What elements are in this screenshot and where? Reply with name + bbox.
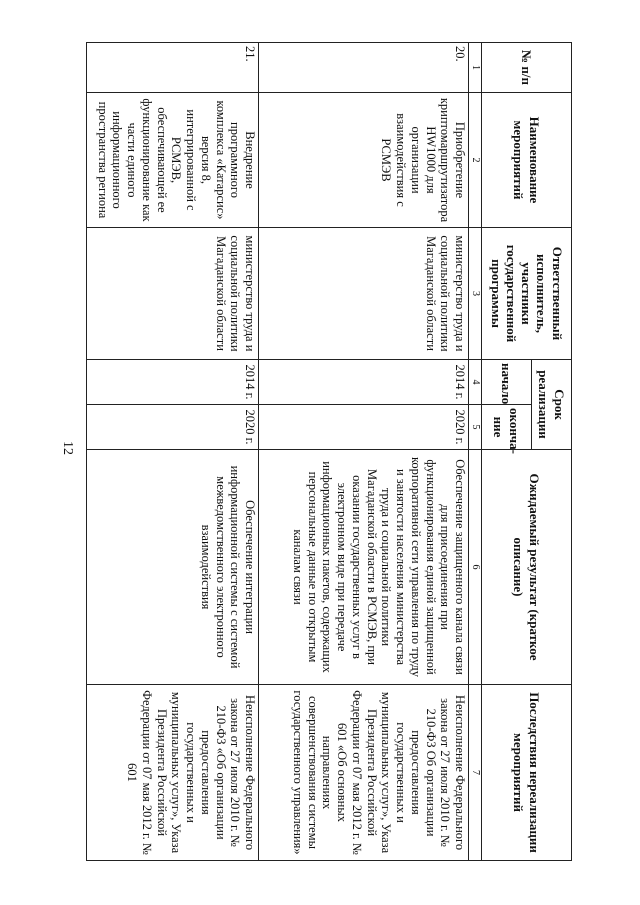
- column-number: 5: [469, 405, 482, 450]
- header-num: № п/п: [482, 43, 572, 93]
- row-name: Приобретение криптомаршрутизатора HW1000 для организации взаимодействия с РСМЭВ: [259, 93, 469, 228]
- page-number: 12: [60, 441, 75, 455]
- row-responsible: министерство труда и социальной политики Магаданской области: [87, 228, 259, 360]
- table-row: [87, 43, 259, 861]
- row-consequences: Неисполнение Федерального закона от 27 июля 2010 г. № 210-ФЗ «Об организации предоставления государственных и муниципальных услуг», Указа Президента Российской Федерации от 07 мая 2012 г. № 601: [87, 685, 259, 861]
- row-name: Внедрение программного комплекса «Катарсис» версия 8, интегрированной с РСМЭВ, обеспечивающей ее функционирование как части единого информационного пространства региона: [87, 93, 259, 228]
- header-start: начало: [482, 360, 532, 405]
- column-number: 6: [469, 450, 482, 685]
- row-end: 2020 г.: [87, 405, 259, 450]
- header-name: Наименование мероприятий: [482, 93, 572, 228]
- column-number: 3: [469, 228, 482, 360]
- column-number: 1: [469, 43, 482, 93]
- column-number: 4: [469, 360, 482, 405]
- row-consequences: Неисполнение Федерального закона от 27 июля 2010 г. № 210-ФЗ Об организации предоставления государственных и муниципальных услуг», Указа Президента Российской Федерации от 07 мая 2012 г. № 601 «Об основных направлениях совершенствования системы государственного управления»: [259, 685, 469, 861]
- column-number: 7: [469, 685, 482, 861]
- row-num: 21.: [87, 43, 259, 93]
- row-result: Обеспечение интеграции информационной системы с системой межведомственного электронного взаимодействия: [87, 450, 259, 685]
- row-responsible: министерство труда и социальной политики Магаданской области: [259, 228, 469, 360]
- row-start: 2014 г.: [87, 360, 259, 405]
- header-period: Срок реализации: [532, 360, 572, 450]
- column-number: 2: [469, 93, 482, 228]
- column-numbers-row: [469, 43, 482, 861]
- row-start: 2014 г.: [259, 360, 469, 405]
- header-result: Ожидаемый результат (краткое описание): [482, 450, 572, 685]
- row-result: Обеспечение защищенного канала связи для присоединения при функционирования единой защищенной корпоративной сети управления по труду и занятости населения министерства труда и социальной политики Магаданской области в РСМЭВ, при оказании государственных услуг в электронном виде при передаче информационных пакетов, содержащих персональные данные по открытым каналам связи: [259, 450, 469, 685]
- header-consequences: Последствия нереализации мероприятий: [482, 685, 572, 861]
- header-end: оконча-ние: [482, 405, 532, 450]
- header-responsible: Ответственный исполнитель, участники государственной программы: [482, 228, 572, 360]
- table-container: [86, 42, 572, 860]
- program-table: [86, 42, 572, 861]
- row-num: 20.: [259, 43, 469, 93]
- row-end: 2020 г.: [259, 405, 469, 450]
- table-row: [259, 43, 469, 861]
